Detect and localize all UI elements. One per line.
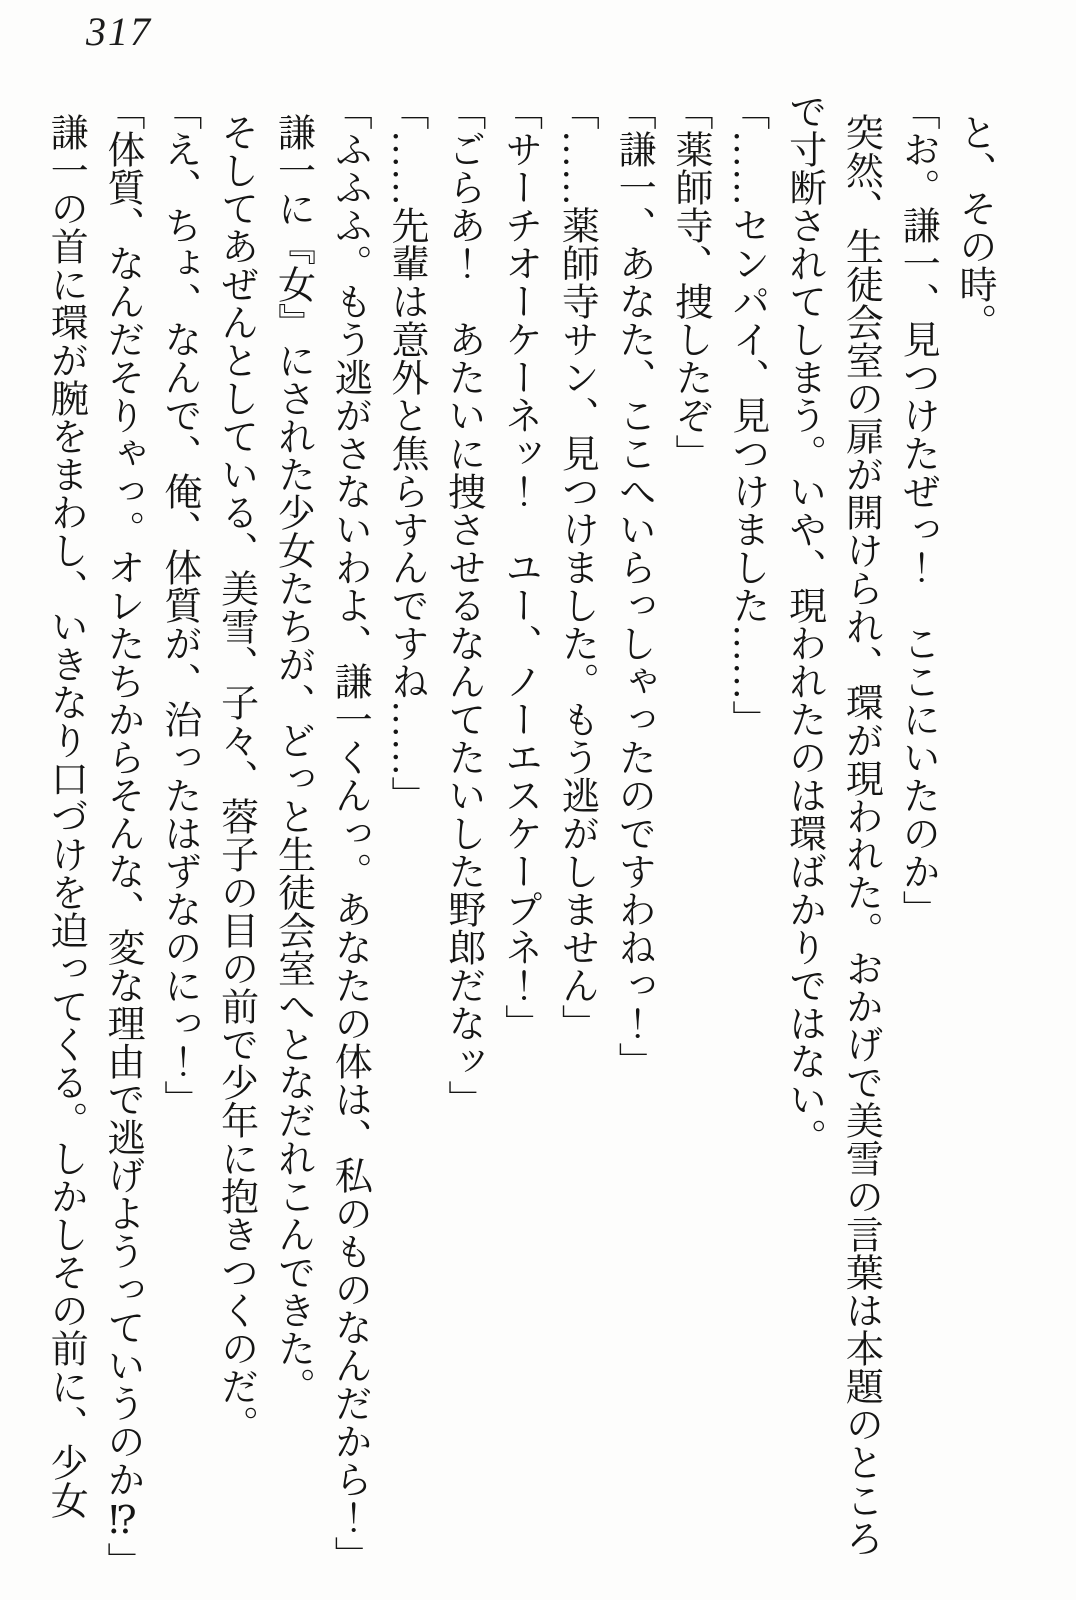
dialogue-line: 「ごらあ！ あたいに捜させるなんてたいした野郎だなッ」: [441, 92, 484, 1118]
narration-line: と、その時。: [953, 112, 995, 341]
page-number: 317: [86, 9, 152, 54]
dialogue-line: 「薬師寺、捜したぞ」: [669, 92, 712, 472]
dialogue-line: 「……センパイ、見つけました……」: [725, 92, 768, 738]
narration-line: 謙一の首に環が腕をまわし、いきなり口づけを迫ってくる。しかしその前に、少女: [44, 112, 87, 1519]
page-text: [34, 92, 1002, 1580]
dialogue-line: 「体質、なんだそりゃっ。オレたちからそんな、変な理由で逃げようっていうのか⁉」: [101, 92, 144, 1580]
dialogue-line: 「お。謙一、見つけたぜっ！ ここにいたのか」: [896, 92, 939, 928]
dialogue-line: 「え、ちょ、なんで、俺、体質が、治ったはずなのにっ！」: [157, 92, 200, 1118]
narration-line: そしてあぜんとしている、美雪、子々、蓉子の目の前で少年に抱きつくのだ。: [214, 112, 257, 1443]
dialogue-line: 「サーチオーケーネッ！ ユー、ノーエスケープネ！」: [498, 92, 541, 1042]
dialogue-line: 「ふふふ。もう逃がさないわよ、謙一くんっ。あなたの体は、私のものなんだから！」: [328, 92, 371, 1574]
narration-line: 謙一に『女』にされた少女たちが、どっと生徒会室へとなだれこんできた。: [271, 112, 314, 1405]
dialogue-line: 「……薬師寺サン、見つけました。もう逃がしません」: [555, 92, 598, 1042]
dialogue-line: 「謙一、あなた、ここへいらっしゃったのですわねっ！」: [612, 92, 655, 1080]
narration-line: 突然、生徒会室の扉が開けられ、環が現われた。おかげで美雪の言葉は本題のところで寸断されてしまう。いや、現われたのは環ばかりではない。: [782, 92, 882, 1557]
dialogue-line: 「……先輩は意外と焦らすんですね……」: [385, 92, 428, 814]
